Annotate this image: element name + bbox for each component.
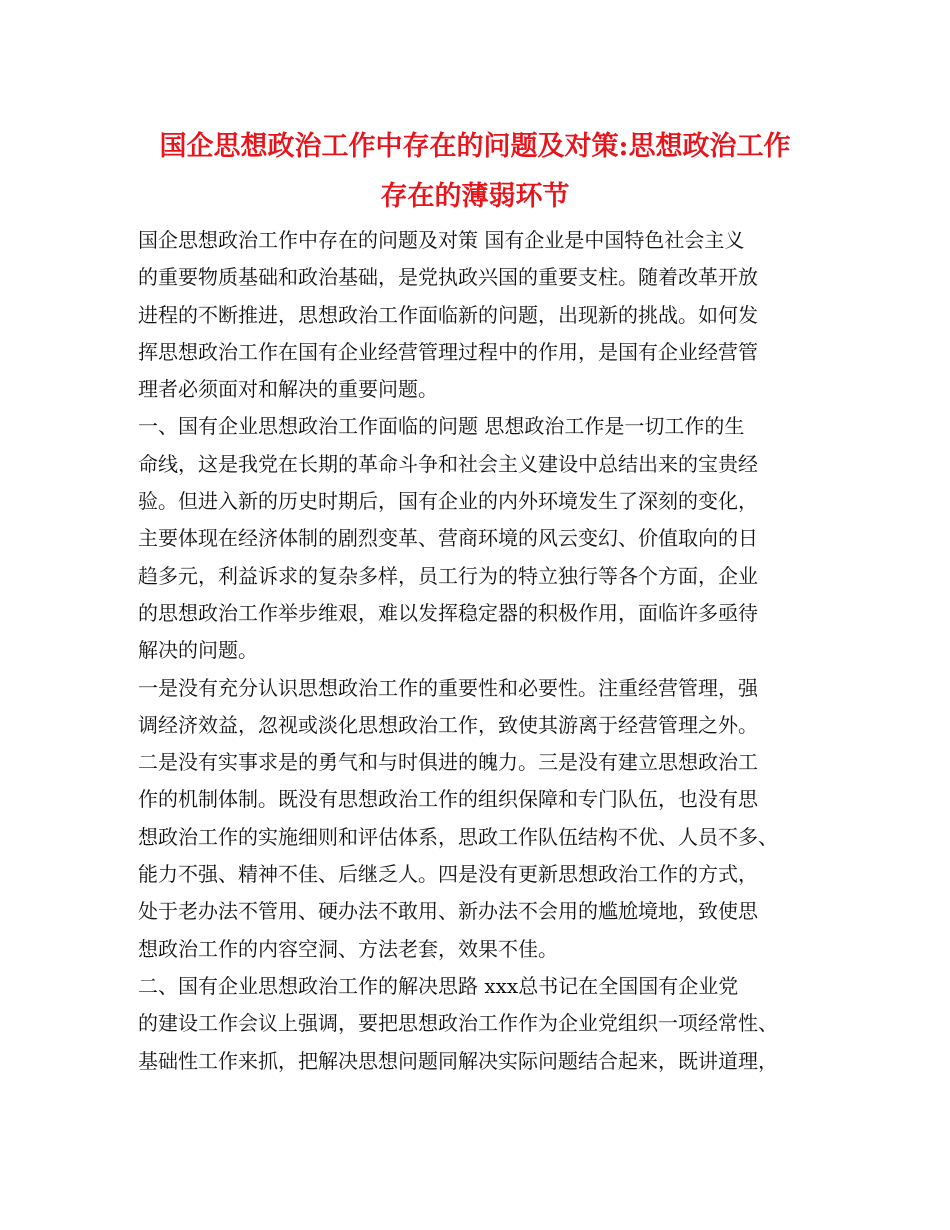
body-line: 进程的不断推进，思想政治工作面临新的问题，出现新的挑战。如何发 (138, 302, 758, 327)
body-line: 一、国有企业思想政治工作面临的问题 思想政治工作是一切工作的生 (138, 414, 745, 439)
body-line: 解决的问题。 (138, 638, 258, 663)
body-line: 想政治工作的实施细则和评估体系，思政工作队伍结构不优、人员不多、 (138, 824, 778, 849)
document-body (138, 222, 826, 1080)
body-line: 命线，这是我党在长期的革命斗争和社会主义建设中总结出来的宝贵经 (138, 451, 758, 476)
body-line: 二、国有企业思想政治工作的解决思路 xxx总书记在全国国有企业党 (138, 973, 739, 998)
body-line: 挥思想政治工作在国有企业经营管理过程中的作用，是国有企业经营管 (138, 339, 758, 364)
body-line: 的思想政治工作举步维艰，难以发挥稳定器的积极作用，面临许多亟待 (138, 600, 758, 625)
body-line: 二是没有实事求是的勇气和与时俱进的魄力。三是没有建立思想政治工 (138, 750, 758, 775)
title-line: 国企思想政治工作中存在的问题及对策:思想政治工作 (159, 131, 791, 162)
body-line: 理者必须面对和解决的重要问题。 (138, 377, 438, 402)
body-line: 趋多元，利益诉求的复杂多样，员工行为的特立独行等各个方面，企业 (138, 563, 758, 588)
body-line: 一是没有充分认识思想政治工作的重要性和必要性。注重经营管理，强 (138, 675, 758, 700)
title-line: 存在的薄弱环节 (380, 181, 570, 212)
body-line: 国企思想政治工作中存在的问题及对策 国有企业是中国特色社会主义 (138, 228, 745, 252)
body-line: 基础性工作来抓，把解决思想问题同解决实际问题结合起来，既讲道理， (138, 1048, 778, 1073)
body-line: 调经济效益，忽视或淡化思想政治工作，致使其游离于经营管理之外。 (138, 712, 758, 737)
body-line: 作的机制体制。既没有思想政治工作的组织保障和专门队伍，也没有思 (138, 787, 758, 812)
document-title (100, 122, 850, 222)
body-line: 处于老办法不管用、硬办法不敢用、新办法不会用的尴尬境地，致使思 (138, 899, 758, 924)
body-line: 能力不强、精神不佳、后继乏人。四是没有更新思想政治工作的方式， (138, 862, 758, 887)
body-line: 想政治工作的内容空洞、方法老套，效果不佳。 (138, 936, 558, 961)
body-line: 的建设工作会议上强调，要把思想政治工作作为企业党组织一项经常性、 (138, 1011, 778, 1036)
body-line: 验。但进入新的历史时期后，国有企业的内外环境发生了深刻的变化， (138, 489, 758, 514)
body-line: 的重要物质基础和政治基础，是党执政兴国的重要支柱。随着改革开放 (138, 265, 758, 290)
body-line: 主要体现在经济体制的剧烈变革、营商环境的风云变幻、价值取向的日 (138, 526, 758, 551)
